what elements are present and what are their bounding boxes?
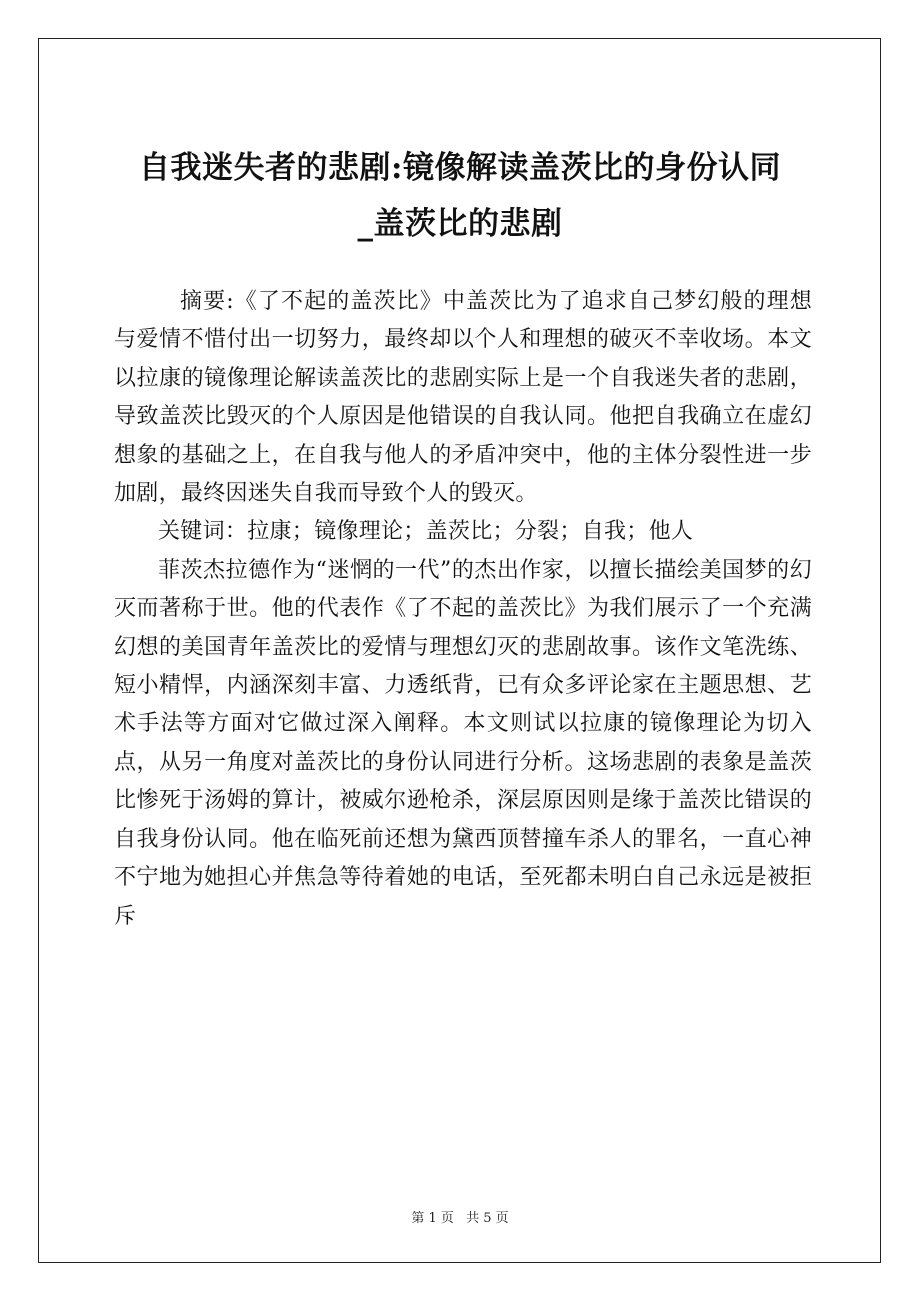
document-body (114, 283, 812, 936)
keywords-paragraph (114, 513, 812, 551)
abstract-paragraph (114, 283, 812, 513)
abstract-text: 《了不起的盖茨比》中盖茨比为了追求自己梦幻般的理想与爱情不惜付出一切努力，最终却以个人和理想的破灭不幸收场。本文以拉康的镜像理论解读盖茨比的悲剧实际上是一个自我迷失者的悲剧，导致盖茨比毁灭的个人原因是他错误的自我认同。他把自我确立在虚幻想象的基础之上，在自我与他人的矛盾冲突中，他的主体分裂性进一步加剧，最终因迷失自我而导致个人的毁灭。 (114, 289, 812, 507)
keywords-label: 关键词： (158, 519, 248, 545)
abstract-label: 摘要: (180, 289, 234, 314)
document-title (90, 140, 830, 252)
title-line-1: 自我迷失者的悲剧:镜像解读盖茨比的身份认同 (139, 150, 781, 186)
page-footer (0, 1207, 920, 1226)
title-line-2: _盖茨比的悲剧 (357, 206, 563, 242)
page-number: 第 1 页 (411, 1211, 454, 1226)
keywords-text: 拉康；镜像理论；盖茨比；分裂；自我；他人 (247, 519, 694, 545)
page-total: 共 5 页 (466, 1211, 509, 1226)
body-paragraph: 菲茨杰拉德作为“迷惘的一代”的杰出作家，以擅长描绘美国梦的幻灭而著称于世。他的代表作《了不起的盖茨比》为我们展示了一个充满幻想的美国青年盖茨比的爱情与理想幻灭的悲剧故事。该作文笔洗练、短小精悍，内涵深刻丰富、力透纸背，已有众多评论家在主题思想、艺术手法等方面对它做过深入阐释。本文则试以拉康的镜像理论为切入点，从另一角度对盖茨比的身份认同进行分析。这场悲剧的表象是盖茨比惨死于汤姆的算计，被威尔逊枪杀，深层原因则是缘于盖茨比错误的自我身份认同。他在临死前还想为黛西顶替撞车杀人的罪名，一直心神不宁地为她担心并焦急等待着她的电话，至死都未明白自己永远是被拒斥 (114, 557, 812, 929)
